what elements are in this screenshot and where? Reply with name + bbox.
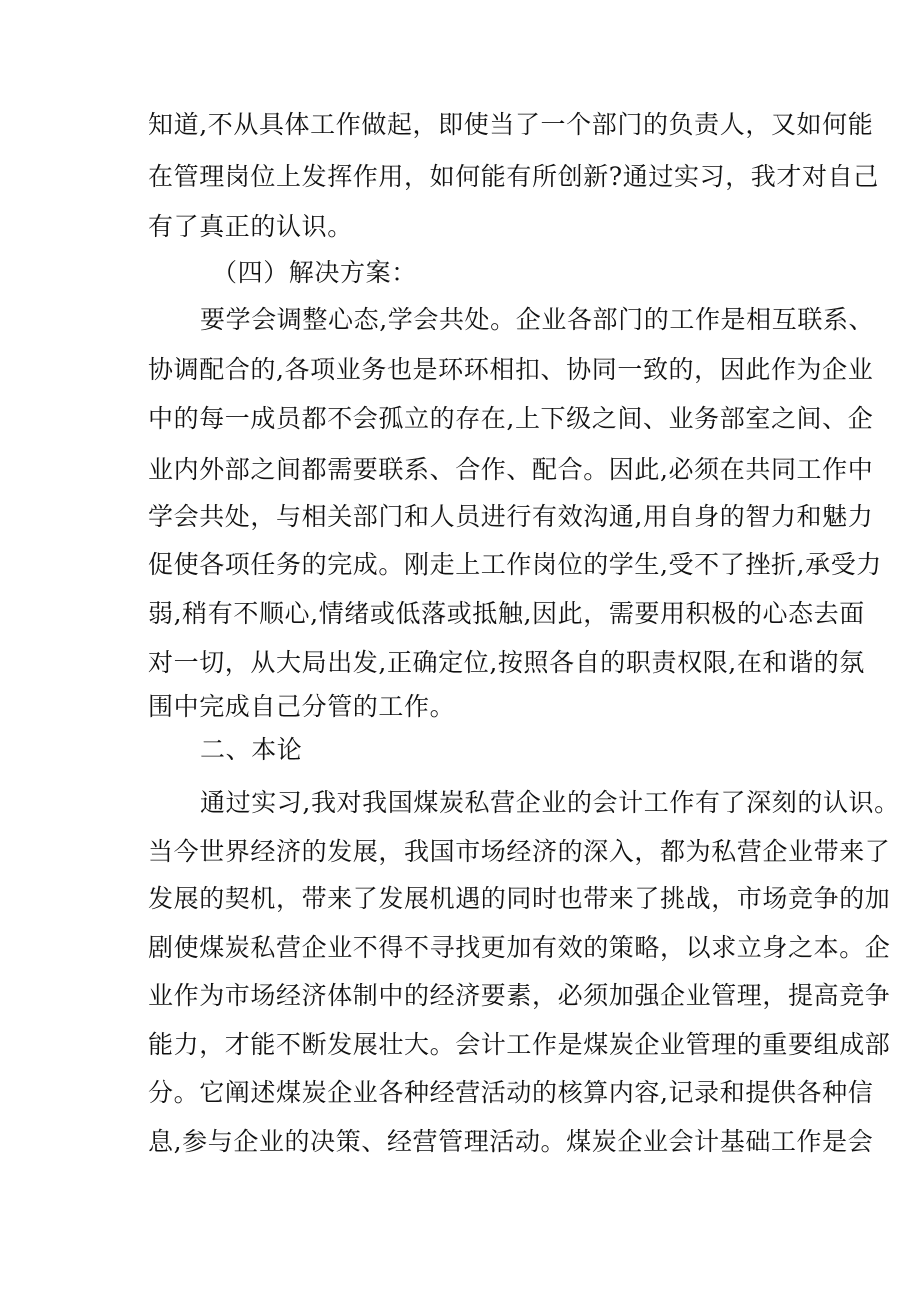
text-line: 息,参与企业的决策、经营管理活动。煤炭企业会计基础工作是会 — [148, 1127, 874, 1156]
text-line: 围中完成自己分管的工作。 — [148, 692, 456, 721]
text-line: 协调配合的,各项业务也是环环相扣、协同一致的，因此作为企业 — [148, 355, 874, 384]
text-line: 发展的契机，带来了发展机遇的同时也带来了挑战，市场竞争的加 — [148, 884, 891, 913]
text-line: 业作为市场经济体制中的经济要素，必须加强企业管理，提高竞争 — [148, 981, 891, 1010]
text-line: 知道,不从具体工作做起，即使当了一个部门的负责人，又如何能 — [148, 110, 874, 139]
text-line: 要学会调整心态,学会共处。企业各部门的工作是相互联系、 — [200, 305, 875, 334]
text-line: 能力，才能不断发展壮大。会计工作是煤炭企业管理的重要组成部 — [148, 1030, 891, 1059]
text-line: 中的每一成员都不会孤立的存在,上下级之间、业务部室之间、企 — [148, 404, 874, 433]
text-line: 剧使煤炭私营企业不得不寻找更加有效的策略，以求立身之本。企 — [148, 933, 891, 962]
text-line: 分。它阐述煤炭企业各种经营活动的核算内容,记录和提供各种信 — [148, 1078, 874, 1107]
text-line: 有了真正的认识。 — [148, 212, 353, 241]
text-line: 业内外部之间都需要联系、合作、配合。因此,必须在共同工作中 — [148, 455, 874, 484]
text-line: 当今世界经济的发展，我国市场经济的深入，都为私营企业带来了 — [148, 837, 891, 866]
text-line: 在管理岗位上发挥作用，如何能有所创新?通过实习，我才对自己 — [148, 162, 879, 191]
section-heading: 二、本论 — [200, 735, 303, 764]
section-heading: （四）解决方案： — [212, 258, 417, 287]
text-line: 弱,稍有不顺心,情绪或低落或抵触,因此，需要用积极的心态去面 — [148, 599, 865, 628]
text-line: 通过实习,我对我国煤炭私营企业的会计工作有了深刻的认识。 — [200, 788, 900, 817]
text-line: 促使各项任务的完成。刚走上工作岗位的学生,受不了挫折,承受力 — [148, 550, 882, 579]
text-line: 对一切，从大局出发,正确定位,按照各自的职责权限,在和谐的氛 — [148, 648, 865, 677]
text-line: 学会共处，与相关部门和人员进行有效沟通,用自身的智力和魅力 — [148, 502, 874, 531]
